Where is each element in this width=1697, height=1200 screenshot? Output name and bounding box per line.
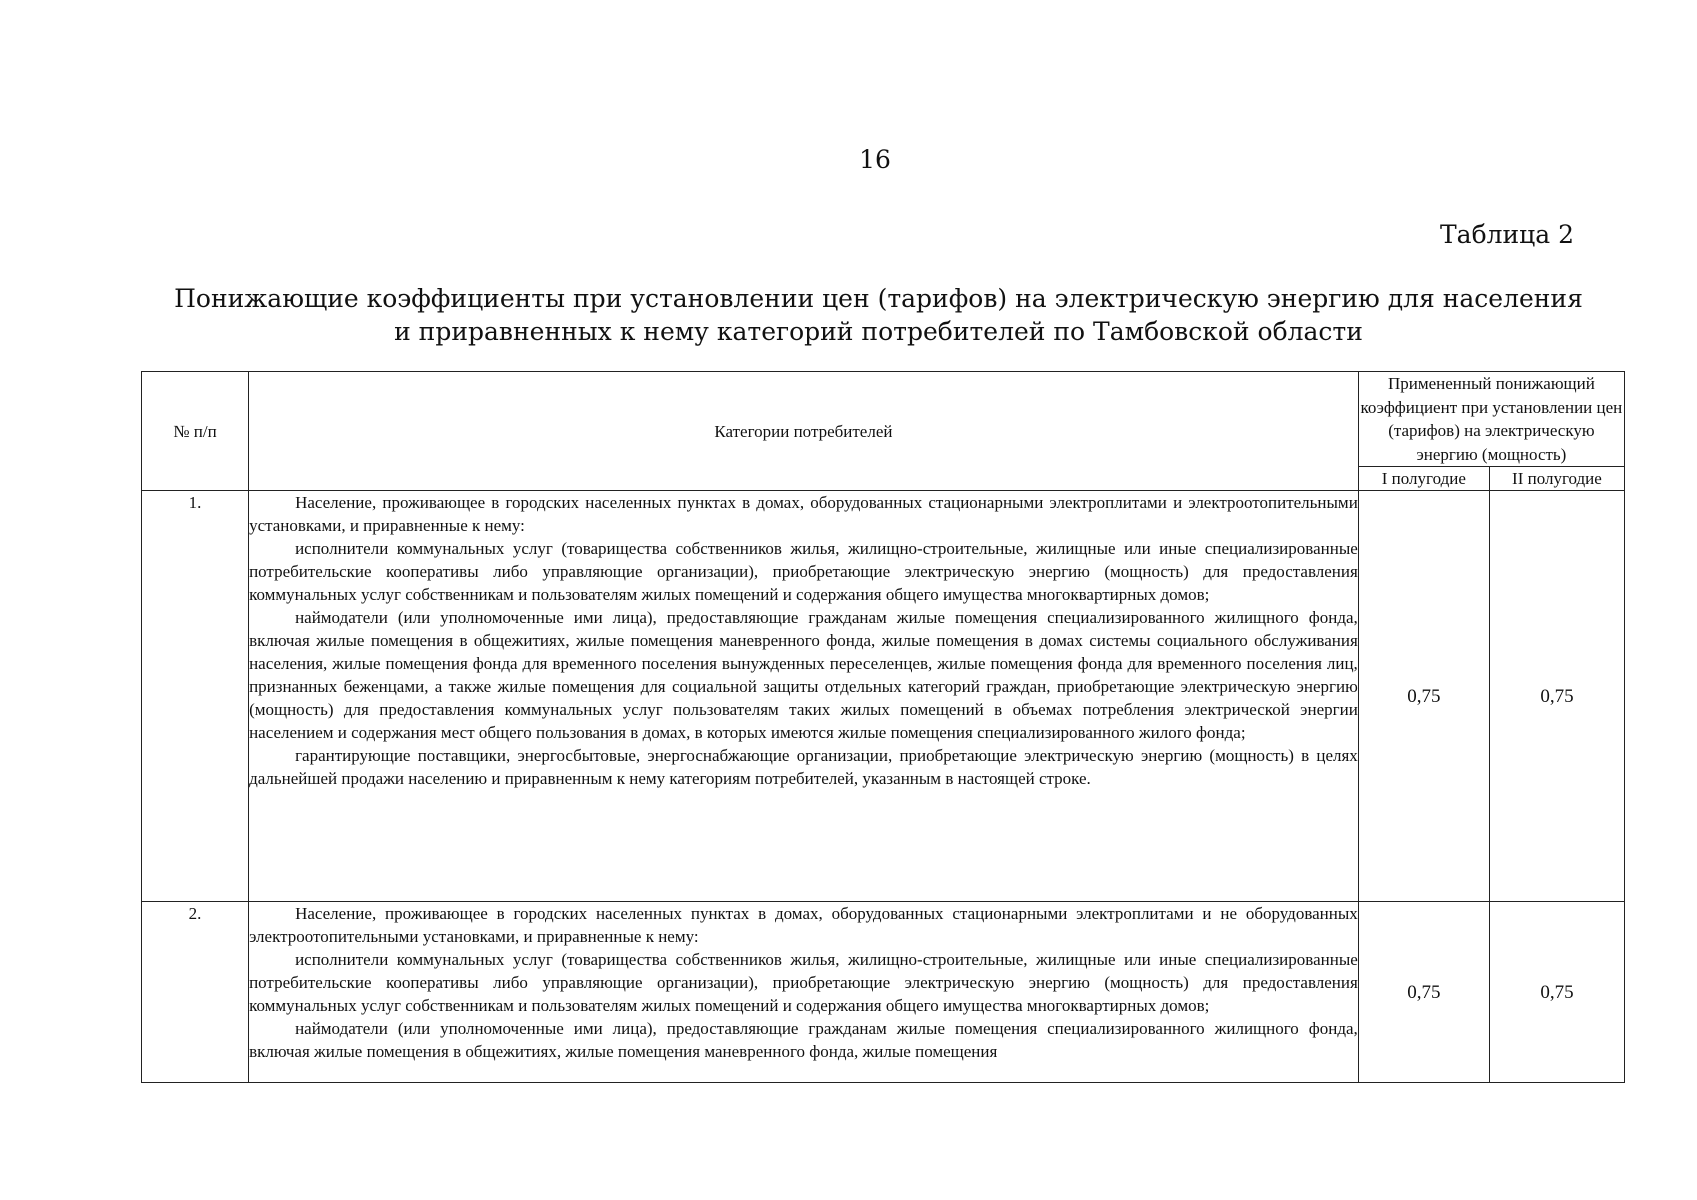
category-description bbox=[249, 491, 1359, 902]
document-title bbox=[130, 282, 1627, 348]
page-number: 16 bbox=[859, 145, 891, 174]
coefficient-half-2: 0,75 bbox=[1489, 491, 1624, 902]
row-number: 1. bbox=[142, 491, 249, 902]
category-paragraph: гарантирующие поставщики, энергосбытовые, энергоснабжающие организации, приобретающие электрическую энергию (мощность) в целях дальнейшей продажи населению и приравненным к нему категориям потребителей, указанным в настоящей строке. bbox=[249, 746, 1358, 788]
category-paragraph: исполнители коммунальных услуг (товарищества собственников жилья, жилищно-строительные, жилищные или иные специализированные потребительские кооперативы либо управляющие организации), приобретающие электрическую энергию (мощность) для предоставления коммунальных услуг собственникам и пользователям жилых помещений и содержания общего имущества многоквартирных домов; bbox=[249, 539, 1358, 604]
header-half-1: I полугодие bbox=[1358, 467, 1489, 491]
category-paragraph: Население, проживающее в городских населенных пунктах в домах, оборудованных стационарными электроплитами и электроотопительными установками, и приравненные к нему: bbox=[249, 493, 1358, 535]
row-number: 2. bbox=[142, 902, 249, 1083]
header-coefficient: Примененный понижающий коэффициент при установлении цен (тарифов) на электрическую энергию (мощность) bbox=[1358, 372, 1624, 467]
page-bottom-margin bbox=[0, 1141, 1697, 1200]
category-paragraph: наймодатели (или уполномоченные ими лица), предоставляющие гражданам жилые помещения специализированного жилищного фонда, включая жилые помещения в общежитиях, жилые помещения маневренного фонда, жилые помещения в домах системы социального обслуживания населения, жилые помещения фонда для временного поселения вынужденных переселенцев, жилые помещения фонда для временного поселения лиц, признанных беженцами, а также жилые помещения для социальной защиты отдельных категорий граждан, приобретающие электрическую энергию (мощность) для предоставления коммунальных услуг пользователям таких жилых помещений в объемах потребления электрической энергии населением и содержания мест общего пользования в домах, в которых имеются жилые помещения специализированного жилого фонда; bbox=[249, 608, 1358, 742]
title-line-1: Понижающие коэффициенты при установлении цен (тарифов) на электрическую энергию для населения bbox=[174, 284, 1583, 313]
title-line-2: и приравненных к нему категорий потребителей по Тамбовской области bbox=[394, 317, 1363, 346]
category-description bbox=[249, 902, 1359, 1083]
table-row bbox=[142, 491, 1625, 902]
coefficient-half-1: 0,75 bbox=[1358, 902, 1489, 1083]
category-paragraph: исполнители коммунальных услуг (товарищества собственников жилья, жилищно-строительные, жилищные или иные специализированные потребительские кооперативы либо управляющие организации), приобретающие электрическую энергию (мощность) для предоставления коммунальных услуг собственникам и пользователям жилых помещений и содержания общего имущества многоквартирных домов; bbox=[249, 950, 1358, 1015]
coefficient-half-1: 0,75 bbox=[1358, 491, 1489, 902]
header-number: № п/п bbox=[142, 372, 249, 491]
header-half-2: II полугодие bbox=[1489, 467, 1624, 491]
coefficient-half-2: 0,75 bbox=[1489, 902, 1624, 1083]
table-caption: Таблица 2 bbox=[1439, 220, 1574, 249]
header-category: Категории потребителей bbox=[249, 372, 1359, 491]
category-paragraph: Население, проживающее в городских населенных пунктах в домах, оборудованных стационарными электроплитами и не оборудованных электроотопительными установками, и приравненные к нему: bbox=[249, 904, 1358, 946]
table-row bbox=[142, 902, 1625, 1083]
coefficients-table bbox=[141, 371, 1625, 1083]
category-paragraph: наймодатели (или уполномоченные ими лица), предоставляющие гражданам жилые помещения специализированного жилищного фонда, включая жилые помещения в общежитиях, жилые помещения маневренного фонда, жилые помещения bbox=[249, 1019, 1358, 1061]
